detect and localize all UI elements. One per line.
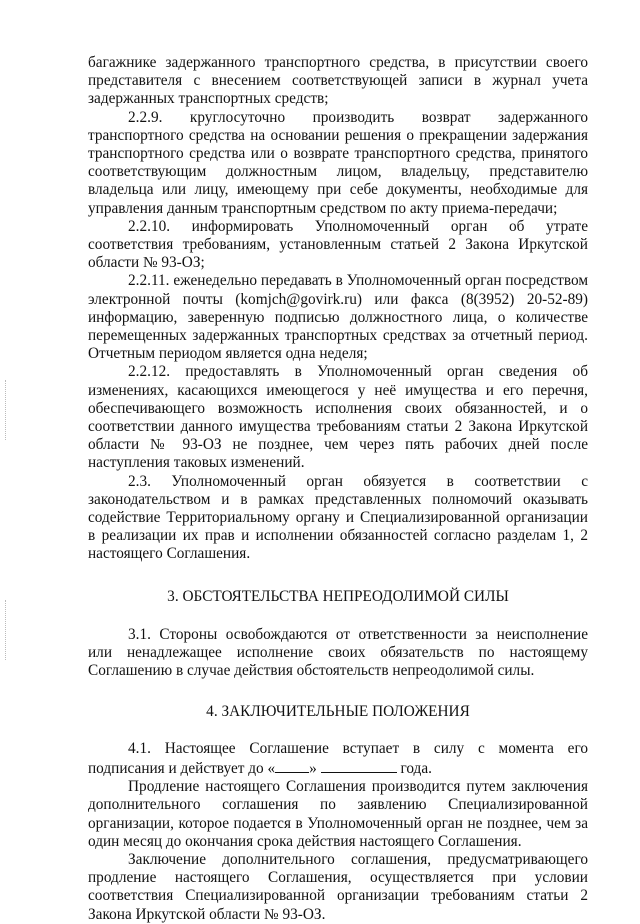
paragraph-2-2-10: 2.2.10. информировать Уполномоченный орган об утрате соответствия требованиям, установленным статьей 2 Закона Иркутской области № 93-ОЗ; xyxy=(88,217,588,272)
paragraph-4-1-start: 4.1. Настоящее Соглашение вступает в силу с момента его подписания и действует до « xyxy=(88,739,588,777)
paragraph-2-2-9: 2.2.9. круглосуточно производить возврат задержанного транспортного средства на основании решения о прекращении задержания транспортного средства или о возврате транспортного средства, принятого соответствующим должностным лицом, владельцу, представителю владельца или лицу, имеющему при себе документы, необходимые для управления данным транспортным средством по акту приема-передачи; xyxy=(88,108,588,217)
day-blank xyxy=(275,758,309,773)
document-body xyxy=(88,54,588,924)
paragraph-4-1-mid: » xyxy=(309,759,317,777)
paragraph-2-3: 2.3. Уполномоченный орган обязуется в соответствии с законодательством и в рамках представленных полномочий оказывать содействие Территориальному органу и Специализированной организации в реализации их прав и исполнении обязанностей согласно разделам 1, 2 настоящего Соглашения. xyxy=(88,472,588,563)
paragraph-prolongation: Продление настоящего Соглашения производится путем заключения дополнительного соглашения по заявлению Специализированной организации, которое подается в Уполномоченный орган не позднее, чем за один месяц до окончания срока действия настоящего Соглашения. xyxy=(88,778,588,850)
section-3-title: 3. ОБСТОЯТЕЛЬСТВА НЕПРЕОДОЛИМОЙ СИЛЫ xyxy=(167,587,509,605)
paragraph-4-1-end: года. xyxy=(400,759,432,777)
paragraph-2-2-12: 2.2.12. предоставлять в Уполномоченный орган сведения об изменениях, касающихся имеющегося у неё имущества и его перечня, обеспечивающего возможность исполнения своих обязанностей, и о соответствии данного имущества требованиям статьи 2 Закона Иркутской области № 93-ОЗ не позднее, чем через пять рабочих дней после наступления таковых изменений. xyxy=(88,363,588,472)
paragraph-3-1: 3.1. Стороны освобождаются от ответственности за неисполнение или ненадлежащее исполнение своих обязательств по настоящему Соглашению в случае действия обстоятельств непреодолимой силы. xyxy=(88,625,588,680)
month-blank xyxy=(321,758,397,773)
paragraph-continuation: багажнике задержанного транспортного средства, в присутствии своего представителя с внесением соответствующей записи в журнал учета задержанных транспортных средств; xyxy=(88,54,588,108)
paragraph-4-1 xyxy=(88,740,588,778)
paragraph-additional-agreement: Заключение дополнительного соглашения, предусматривающего продление настоящего Соглашения, осуществляется при условии соответствия Специализированной организации требованиям статьи 2 Закона Иркутской области № 93-ОЗ. xyxy=(88,850,588,923)
section-4-title: 4. ЗАКЛЮЧИТЕЛЬНЫЕ ПОЛОЖЕНИЯ xyxy=(206,702,470,720)
paragraph-2-2-11: 2.2.11. еженедельно передавать в Уполномоченный орган посредством электронной почты (komjch@govirk.ru) или факса (8(3952) 20-52-89) информацию, заверенную подписью должностного лица, о количестве перемещенных задержанных транспортных средствах за отчетный период. Отчетным периодом является одна неделя; xyxy=(88,272,589,363)
scan-margin-mark xyxy=(5,600,7,660)
scan-margin-mark xyxy=(5,380,7,440)
